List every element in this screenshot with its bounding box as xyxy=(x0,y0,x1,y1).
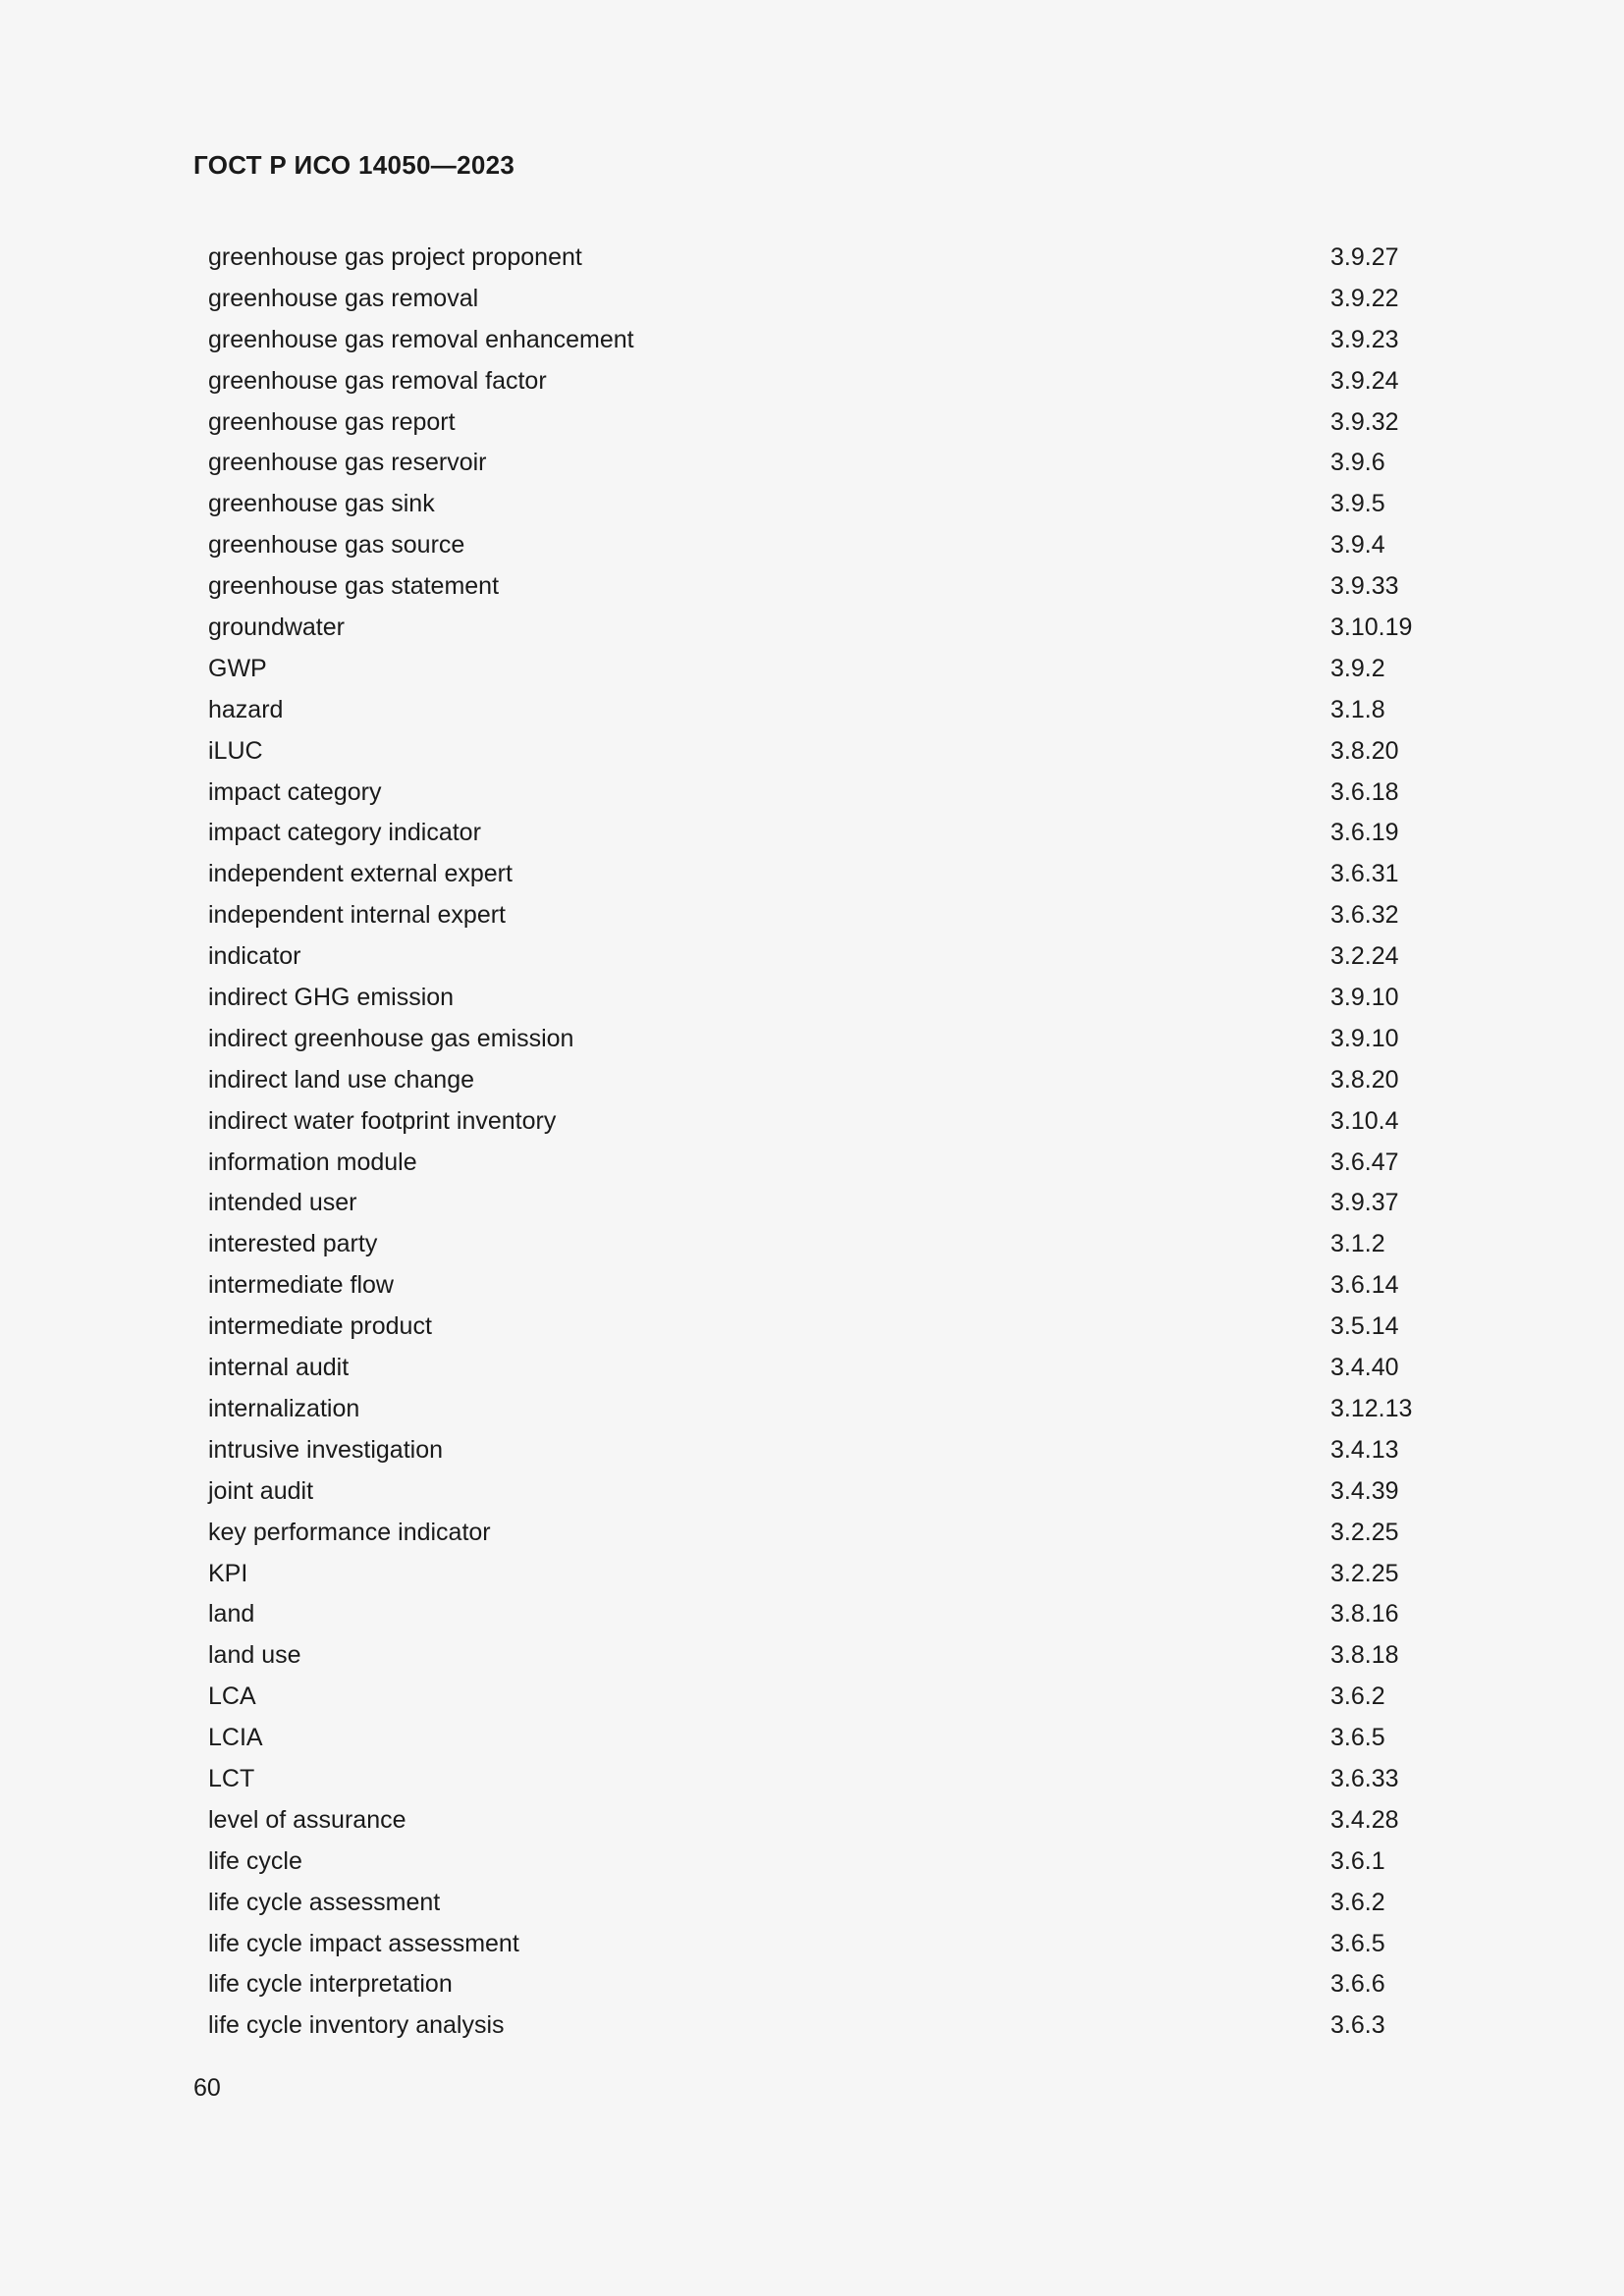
index-entry xyxy=(208,1266,1435,1308)
index-reference: 3.9.2 xyxy=(1330,654,1385,682)
index-reference: 3.9.24 xyxy=(1330,366,1399,395)
index-entry xyxy=(208,1925,1435,1966)
index-term: level of assurance xyxy=(208,1805,406,1834)
index-term: life cycle impact assessment xyxy=(208,1929,519,1957)
index-term: hazard xyxy=(208,695,284,723)
index-entry xyxy=(208,1965,1435,2006)
index-term: joint audit xyxy=(208,1476,314,1505)
index-term: greenhouse gas removal enhancement xyxy=(208,325,634,353)
index-reference: 3.6.14 xyxy=(1330,1271,1399,1300)
index-reference: 3.8.18 xyxy=(1330,1641,1399,1670)
index-reference: 3.6.31 xyxy=(1330,860,1399,888)
index-term: indicator xyxy=(208,942,301,971)
index-term: indirect land use change xyxy=(208,1065,475,1094)
index-reference: 3.12.13 xyxy=(1330,1394,1413,1422)
document-header: ГОСТ Р ИСО 14050—2023 xyxy=(193,150,515,180)
index-entry xyxy=(208,280,1435,321)
index-entry xyxy=(208,1555,1435,1596)
index-reference: 3.6.2 xyxy=(1330,1682,1385,1711)
index-term: intended user xyxy=(208,1189,357,1217)
index-term: LCT xyxy=(208,1764,255,1792)
index-reference: 3.4.28 xyxy=(1330,1805,1399,1834)
index-term: LCA xyxy=(208,1682,256,1711)
index-reference: 3.1.2 xyxy=(1330,1230,1385,1258)
index-term: interested party xyxy=(208,1230,378,1258)
index-reference: 3.6.47 xyxy=(1330,1148,1399,1176)
index-reference: 3.2.25 xyxy=(1330,1559,1399,1587)
index-term: impact category indicator xyxy=(208,819,481,847)
index-reference: 3.6.18 xyxy=(1330,777,1399,806)
index-reference: 3.6.6 xyxy=(1330,1970,1385,1999)
index-entry xyxy=(208,1636,1435,1678)
index-reference: 3.9.5 xyxy=(1330,490,1385,518)
index-term: land use xyxy=(208,1641,301,1670)
term-index-list xyxy=(208,239,1435,2048)
index-term: greenhouse gas project proponent xyxy=(208,243,582,271)
index-reference: 3.10.19 xyxy=(1330,614,1413,642)
index-entry xyxy=(208,774,1435,815)
index-entry xyxy=(208,1144,1435,1185)
index-term: independent external expert xyxy=(208,860,513,888)
index-reference: 3.6.32 xyxy=(1330,901,1399,930)
index-reference: 3.9.22 xyxy=(1330,284,1399,312)
index-entry xyxy=(208,239,1435,280)
index-entry xyxy=(208,1225,1435,1266)
index-reference: 3.9.27 xyxy=(1330,243,1399,271)
index-term: greenhouse gas source xyxy=(208,531,465,560)
index-term: life cycle xyxy=(208,1846,302,1875)
index-reference: 3.9.32 xyxy=(1330,407,1399,436)
index-term: life cycle interpretation xyxy=(208,1970,453,1999)
index-term: indirect greenhouse gas emission xyxy=(208,1024,574,1052)
index-term: GWP xyxy=(208,654,267,682)
index-reference: 3.1.8 xyxy=(1330,695,1385,723)
index-entry xyxy=(208,1884,1435,1925)
index-entry xyxy=(208,1061,1435,1102)
index-entry xyxy=(208,691,1435,732)
index-entry xyxy=(208,1349,1435,1390)
index-reference: 3.6.3 xyxy=(1330,2011,1385,2040)
index-entry xyxy=(208,1472,1435,1514)
index-term: groundwater xyxy=(208,614,345,642)
index-term: indirect GHG emission xyxy=(208,984,455,1012)
index-term: intrusive investigation xyxy=(208,1435,444,1464)
index-entry xyxy=(208,896,1435,937)
index-entry xyxy=(208,526,1435,567)
index-term: greenhouse gas report xyxy=(208,407,456,436)
index-entry xyxy=(208,444,1435,485)
index-reference: 3.6.1 xyxy=(1330,1846,1385,1875)
index-term: greenhouse gas statement xyxy=(208,572,500,601)
index-term: LCIA xyxy=(208,1724,263,1752)
index-entry xyxy=(208,650,1435,691)
index-reference: 3.9.10 xyxy=(1330,1024,1399,1052)
index-reference: 3.6.33 xyxy=(1330,1764,1399,1792)
index-term: land xyxy=(208,1600,255,1629)
index-entry xyxy=(208,321,1435,362)
index-reference: 3.9.10 xyxy=(1330,984,1399,1012)
index-entry xyxy=(208,1678,1435,1719)
index-reference: 3.2.24 xyxy=(1330,942,1399,971)
index-term: life cycle inventory analysis xyxy=(208,2011,505,2040)
index-term: internal audit xyxy=(208,1354,350,1382)
index-entry xyxy=(208,1801,1435,1842)
index-entry xyxy=(208,1431,1435,1472)
index-entry xyxy=(208,855,1435,896)
index-term: greenhouse gas reservoir xyxy=(208,449,487,477)
index-entry xyxy=(208,1020,1435,1061)
index-reference: 3.9.23 xyxy=(1330,325,1399,353)
index-term: life cycle assessment xyxy=(208,1888,441,1916)
index-term: iLUC xyxy=(208,736,263,765)
index-term: KPI xyxy=(208,1559,248,1587)
index-term: intermediate flow xyxy=(208,1271,394,1300)
index-reference: 3.4.40 xyxy=(1330,1354,1399,1382)
index-reference: 3.9.6 xyxy=(1330,449,1385,477)
index-entry xyxy=(208,1102,1435,1144)
index-term: internalization xyxy=(208,1394,360,1422)
index-reference: 3.8.20 xyxy=(1330,736,1399,765)
index-term: greenhouse gas sink xyxy=(208,490,435,518)
index-entry xyxy=(208,1390,1435,1431)
index-reference: 3.4.13 xyxy=(1330,1435,1399,1464)
index-reference: 3.4.39 xyxy=(1330,1476,1399,1505)
index-entry xyxy=(208,1760,1435,1801)
index-term: key performance indicator xyxy=(208,1518,491,1546)
index-entry xyxy=(208,567,1435,609)
index-entry xyxy=(208,979,1435,1020)
index-entry xyxy=(208,1184,1435,1225)
index-entry xyxy=(208,1719,1435,1760)
index-entry xyxy=(208,1308,1435,1349)
index-entry xyxy=(208,1595,1435,1636)
index-reference: 3.9.37 xyxy=(1330,1189,1399,1217)
index-reference: 3.6.5 xyxy=(1330,1929,1385,1957)
index-reference: 3.6.19 xyxy=(1330,819,1399,847)
page-number: 60 xyxy=(193,2074,221,2102)
index-term: impact category xyxy=(208,777,382,806)
index-reference: 3.10.4 xyxy=(1330,1106,1399,1135)
index-entry xyxy=(208,403,1435,445)
index-reference: 3.5.14 xyxy=(1330,1312,1399,1341)
index-entry xyxy=(208,1842,1435,1884)
index-reference: 3.6.5 xyxy=(1330,1724,1385,1752)
index-term: intermediate product xyxy=(208,1312,432,1341)
index-reference: 3.9.33 xyxy=(1330,572,1399,601)
index-reference: 3.9.4 xyxy=(1330,531,1385,560)
index-entry xyxy=(208,362,1435,403)
index-term: greenhouse gas removal xyxy=(208,284,479,312)
index-entry xyxy=(208,609,1435,650)
index-term: greenhouse gas removal factor xyxy=(208,366,547,395)
index-term: information module xyxy=(208,1148,417,1176)
index-reference: 3.8.16 xyxy=(1330,1600,1399,1629)
index-entry xyxy=(208,937,1435,979)
index-entry xyxy=(208,814,1435,855)
index-reference: 3.2.25 xyxy=(1330,1518,1399,1546)
index-reference: 3.6.2 xyxy=(1330,1888,1385,1916)
index-term: indirect water footprint inventory xyxy=(208,1106,557,1135)
index-entry xyxy=(208,1514,1435,1555)
index-reference: 3.8.20 xyxy=(1330,1065,1399,1094)
index-entry xyxy=(208,732,1435,774)
index-entry xyxy=(208,2006,1435,2048)
index-term: independent internal expert xyxy=(208,901,507,930)
index-entry xyxy=(208,485,1435,526)
